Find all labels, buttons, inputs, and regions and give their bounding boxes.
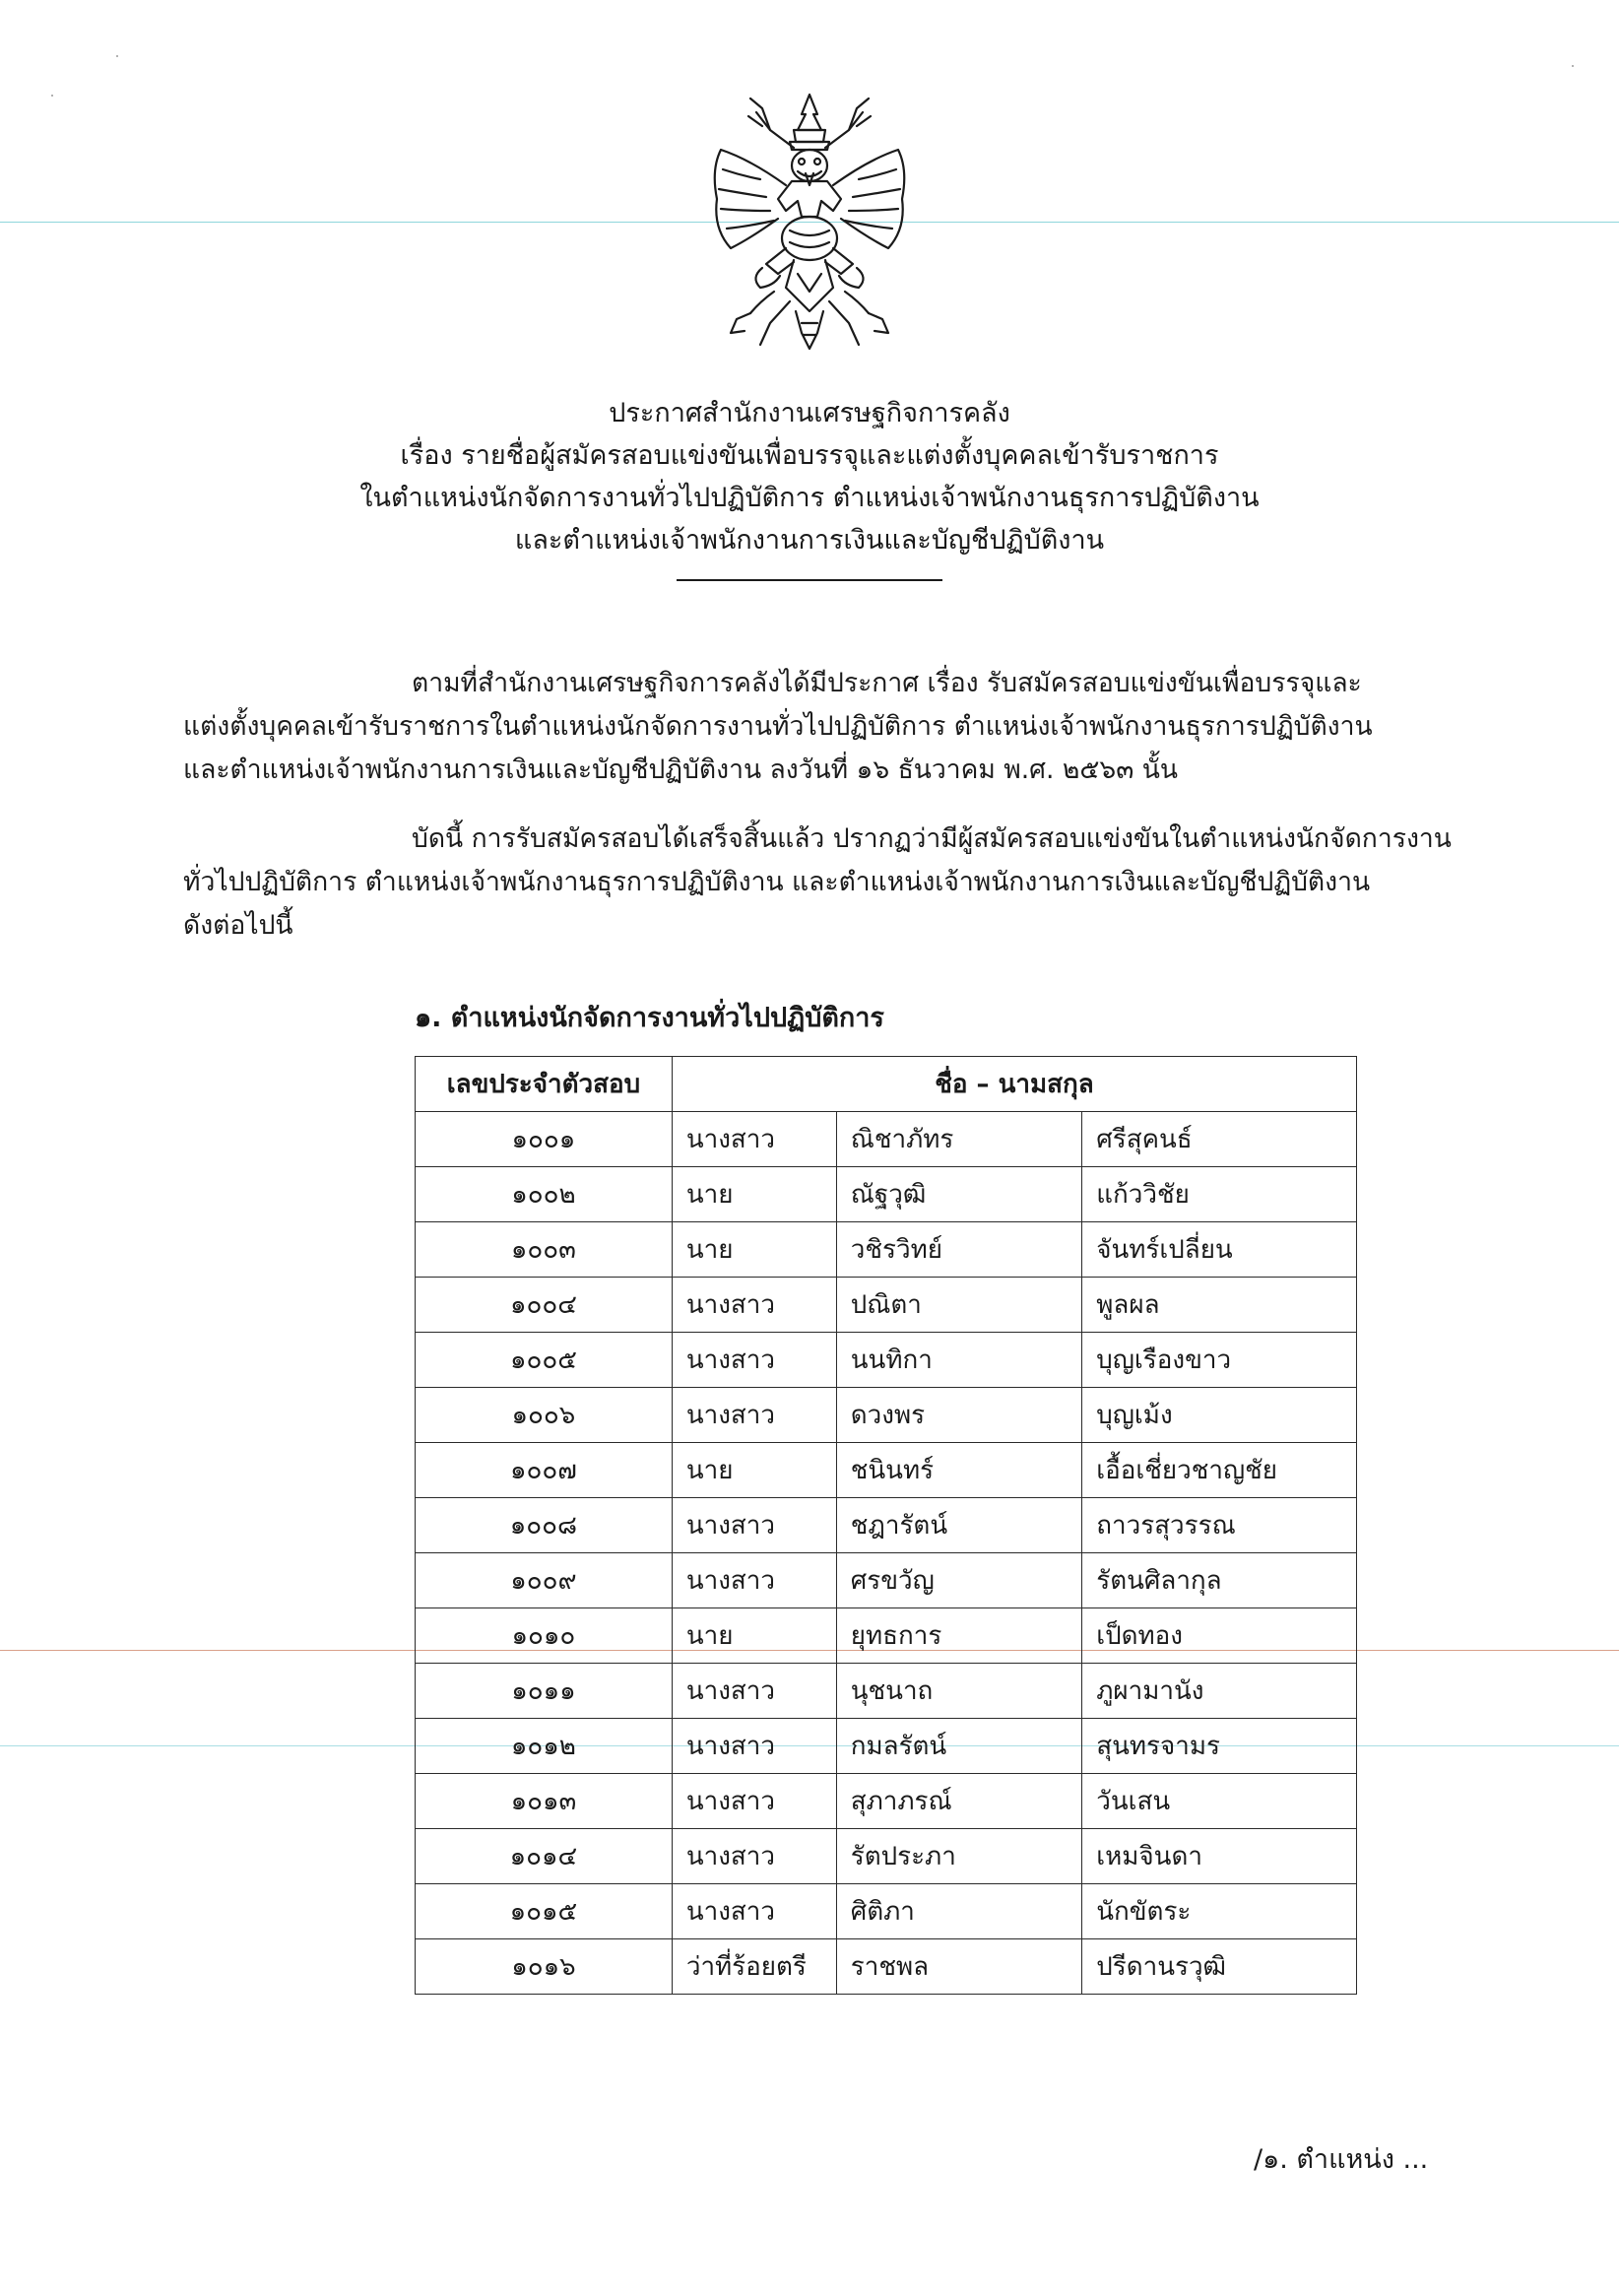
announcement-subject-line: ในตำแหน่งนักจัดการงานทั่วไปปฏิบัติการ ตำแหน่งเจ้าพนักงานธุรการปฏิบัติงาน xyxy=(359,483,1260,513)
title-cell: นางสาว xyxy=(672,1719,836,1774)
first-name-cell: วชิรวิทย์ xyxy=(836,1222,1082,1278)
title-cell: นางสาว xyxy=(672,1774,836,1829)
title-cell: นางสาว xyxy=(672,1498,836,1553)
first-name-cell: นุชนาถ xyxy=(836,1664,1082,1719)
first-name-cell: ปณิตา xyxy=(836,1278,1082,1333)
scan-speck xyxy=(116,55,118,57)
table-row xyxy=(416,1939,1357,1995)
column-header-exam-id: เลขประจำตัวสอบ xyxy=(416,1057,673,1112)
exam-id-cell: ๑๐๐๘ xyxy=(416,1498,673,1553)
last-name-cell: เอื้อเชี่ยวชาญชัย xyxy=(1082,1443,1357,1498)
body-paragraph-1 xyxy=(183,662,1473,792)
title-cell: นางสาว xyxy=(672,1278,836,1333)
paragraph-line: ทั่วไปปฏิบัติการ ตำแหน่งเจ้าพนักงานธุรการปฏิบัติงาน และตำแหน่งเจ้าพนักงานการเงินและบัญชีปฏิบัติงาน xyxy=(183,867,1371,897)
table-row xyxy=(416,1608,1357,1664)
title-cell: ว่าที่ร้อยตรี xyxy=(672,1939,836,1995)
last-name-cell: ปรีดานรวุฒิ xyxy=(1082,1939,1357,1995)
last-name-cell: รัตนศิลากุล xyxy=(1082,1553,1357,1608)
exam-id-cell: ๑๐๐๑ xyxy=(416,1112,673,1167)
exam-id-cell: ๑๐๐๕ xyxy=(416,1333,673,1388)
last-name-cell: นักขัตระ xyxy=(1082,1884,1357,1939)
table-row xyxy=(416,1664,1357,1719)
last-name-cell: บุญเรืองขาว xyxy=(1082,1333,1357,1388)
title-cell: นาย xyxy=(672,1608,836,1664)
first-name-cell: ณัฐวุฒิ xyxy=(836,1167,1082,1222)
first-name-cell: ศรขวัญ xyxy=(836,1553,1082,1608)
exam-id-cell: ๑๐๑๔ xyxy=(416,1829,673,1884)
exam-id-cell: ๑๐๑๐ xyxy=(416,1608,673,1664)
title-cell: นางสาว xyxy=(672,1388,836,1443)
table-row xyxy=(416,1167,1357,1222)
exam-id-cell: ๑๐๑๒ xyxy=(416,1719,673,1774)
exam-id-cell: ๑๐๑๖ xyxy=(416,1939,673,1995)
title-cell: นางสาว xyxy=(672,1333,836,1388)
exam-id-cell: ๑๐๑๓ xyxy=(416,1774,673,1829)
last-name-cell: เหมจินดา xyxy=(1082,1829,1357,1884)
announcement-subject-line: และตำแหน่งเจ้าพนักงานการเงินและบัญชีปฏิบัติงาน xyxy=(514,525,1105,556)
first-name-cell: ชนินทร์ xyxy=(836,1443,1082,1498)
first-name-cell: ศิติภา xyxy=(836,1884,1082,1939)
title-cell: นางสาว xyxy=(672,1664,836,1719)
garuda-emblem xyxy=(691,91,928,357)
section-title: ๑. ตำแหน่งนักจัดการงานทั่วไปปฏิบัติการ xyxy=(415,1003,884,1033)
paragraph-line: และตำแหน่งเจ้าพนักงานการเงินและบัญชีปฏิบัติงาน ลงวันที่ ๑๖ ธันวาคม พ.ศ. ๒๕๖๓ นั้น xyxy=(183,754,1178,785)
paragraph-line: ดังต่อไปนี้ xyxy=(183,910,293,941)
last-name-cell: สุนทรจามร xyxy=(1082,1719,1357,1774)
paragraph-line: แต่งตั้งบุคคลเข้ารับราชการในตำแหน่งนักจัดการงานทั่วไปปฏิบัติการ ตำแหน่งเจ้าพนักงานธุรการปฏิบัติงาน xyxy=(183,711,1373,742)
announcement-heading xyxy=(295,392,1324,581)
title-cell: นางสาว xyxy=(672,1553,836,1608)
table-row xyxy=(416,1278,1357,1333)
first-name-cell: ดวงพร xyxy=(836,1388,1082,1443)
table-row xyxy=(416,1719,1357,1774)
last-name-cell: พูลผล xyxy=(1082,1278,1357,1333)
exam-id-cell: ๑๐๐๔ xyxy=(416,1278,673,1333)
table-row xyxy=(416,1388,1357,1443)
last-name-cell: จันทร์เปลี่ยน xyxy=(1082,1222,1357,1278)
scan-speck xyxy=(1572,65,1574,67)
last-name-cell: วันเสน xyxy=(1082,1774,1357,1829)
table-row xyxy=(416,1112,1357,1167)
first-name-cell: รัตประภา xyxy=(836,1829,1082,1884)
exam-id-cell: ๑๐๐๒ xyxy=(416,1167,673,1222)
first-name-cell: กมลรัตน์ xyxy=(836,1719,1082,1774)
first-name-cell: ชฎารัตน์ xyxy=(836,1498,1082,1553)
title-cell: นาย xyxy=(672,1443,836,1498)
exam-id-cell: ๑๐๐๓ xyxy=(416,1222,673,1278)
first-name-cell: ณิชาภัทร xyxy=(836,1112,1082,1167)
table-row xyxy=(416,1333,1357,1388)
title-cell: นาย xyxy=(672,1167,836,1222)
last-name-cell: ศรีสุคนธ์ xyxy=(1082,1112,1357,1167)
table-row xyxy=(416,1498,1357,1553)
table-row xyxy=(416,1829,1357,1884)
table-row xyxy=(416,1222,1357,1278)
first-name-cell: นนทิกา xyxy=(836,1333,1082,1388)
title-cell: นางสาว xyxy=(672,1112,836,1167)
table-row xyxy=(416,1774,1357,1829)
table-row xyxy=(416,1553,1357,1608)
column-header-name: ชื่อ – นามสกุล xyxy=(672,1057,1356,1112)
exam-id-cell: ๑๐๐๗ xyxy=(416,1443,673,1498)
paragraph-line: บัดนี้ การรับสมัครสอบได้เสร็จสิ้นแล้ว ปรากฏว่ามีผู้สมัครสอบแข่งขันในตำแหน่งนักจัดการงาน xyxy=(412,823,1452,854)
scan-speck xyxy=(51,95,53,97)
paragraph-line: ตามที่สำนักงานเศรษฐกิจการคลังได้มีประกาศ เรื่อง รับสมัครสอบแข่งขันเพื่อบรรจุและ xyxy=(412,668,1362,698)
last-name-cell: ภูผามานัง xyxy=(1082,1664,1357,1719)
last-name-cell: แก้ววิชัย xyxy=(1082,1167,1357,1222)
exam-id-cell: ๑๐๐๖ xyxy=(416,1388,673,1443)
title-cell: นางสาว xyxy=(672,1884,836,1939)
exam-id-cell: ๑๐๑๕ xyxy=(416,1884,673,1939)
continuation-note: /๑. ตำแหน่ง ... xyxy=(1254,2144,1429,2175)
announcement-title: ประกาศสำนักงานเศรษฐกิจการคลัง xyxy=(609,398,1010,428)
table-header-row xyxy=(416,1057,1357,1112)
first-name-cell: ยุทธการ xyxy=(836,1608,1082,1664)
applicant-table xyxy=(415,1056,1357,1995)
exam-id-cell: ๑๐๐๙ xyxy=(416,1553,673,1608)
last-name-cell: ถาวรสุวรรณ xyxy=(1082,1498,1357,1553)
body-paragraph-2 xyxy=(183,818,1473,948)
heading-divider xyxy=(677,579,942,581)
title-cell: นาย xyxy=(672,1222,836,1278)
announcement-subject: เรื่อง รายชื่อผู้สมัครสอบแข่งขันเพื่อบรรจุและแต่งตั้งบุคคลเข้ารับราชการ xyxy=(400,440,1219,471)
table-row xyxy=(416,1884,1357,1939)
last-name-cell: เป็ดทอง xyxy=(1082,1608,1357,1664)
first-name-cell: ราชพล xyxy=(836,1939,1082,1995)
table-row xyxy=(416,1443,1357,1498)
last-name-cell: บุญเม้ง xyxy=(1082,1388,1357,1443)
first-name-cell: สุภาภรณ์ xyxy=(836,1774,1082,1829)
exam-id-cell: ๑๐๑๑ xyxy=(416,1664,673,1719)
title-cell: นางสาว xyxy=(672,1829,836,1884)
